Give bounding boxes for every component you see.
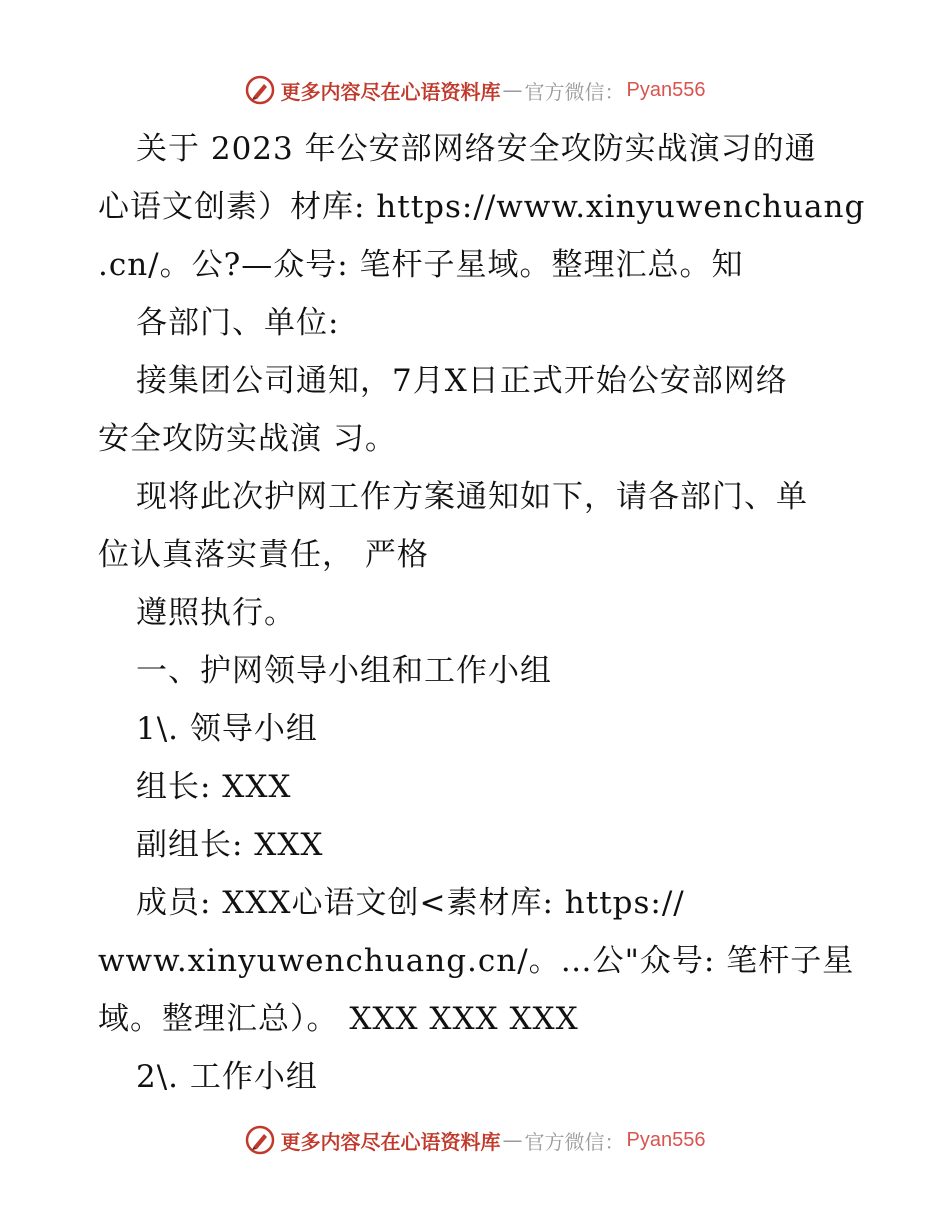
text-line: 心语文创素）材库: https://www.xinyuwenchuang (98, 189, 866, 225)
pen-logo-icon (245, 1125, 275, 1155)
text-line: 组长: XXX (136, 769, 292, 805)
text-line: 现将此次护网工作方案通知如下，请各部门、单 (136, 479, 808, 515)
header-banner (0, 70, 950, 110)
banner-wechat-label: 官方微信： (524, 1129, 625, 1154)
footer-banner (0, 1120, 950, 1160)
text-line: 接集团公司通知，7月X日正式开始公安部网络 (136, 363, 788, 399)
subsection-heading: 2\. 工作小组 (136, 1059, 318, 1095)
text-line: .cn/。公?—众号: 笔杆子星域。整理汇总。知 (98, 247, 744, 283)
banner-library-text: 更多内容尽在心语资料库 (280, 1129, 501, 1154)
pen-logo-icon (245, 75, 275, 105)
text-line: 遵照执行。 (136, 595, 296, 631)
text-line: 各部门、单位: (136, 305, 340, 341)
banner-library-text: 更多内容尽在心语资料库 (280, 79, 501, 104)
text-line: 成员: XXX心语文创<素材库: https:// (136, 885, 685, 921)
banner-wechat-label: 官方微信： (524, 79, 625, 104)
text-line: 副组长: XXX (136, 827, 324, 863)
banner-wechat-handle: Pyan556 (626, 78, 706, 101)
text-line: 位认真落实責任， 严格 (98, 537, 429, 573)
text-line: www.xinyuwenchuang.cn/。…公"众号: 笔杆子星 (98, 943, 855, 979)
section-heading: 一、护网领导小组和工作小组 (136, 653, 552, 689)
document-body (98, 120, 866, 1106)
text-line: 域。整理汇总）。 XXX XXX XXX (98, 1001, 579, 1037)
banner-dash: — (502, 78, 523, 102)
banner-dash: — (502, 1128, 523, 1152)
text-line: 安全攻防实战演 习。 (98, 421, 397, 457)
text-line: 关于 2023 年公安部网络安全攻防实战演习的通 (136, 131, 817, 167)
banner-wechat-handle: Pyan556 (626, 1128, 706, 1151)
subsection-heading: 1\. 领导小组 (136, 711, 318, 747)
